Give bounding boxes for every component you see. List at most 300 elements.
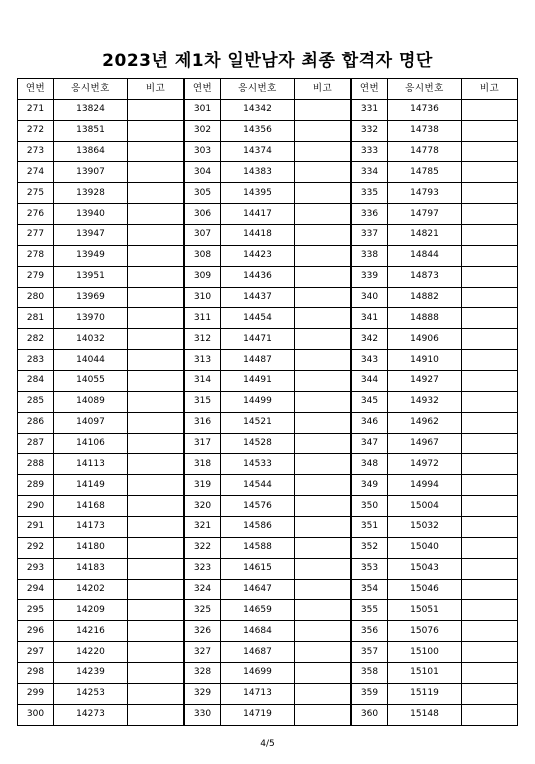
row-number-cell: 290	[18, 496, 54, 517]
note-cell	[295, 558, 351, 579]
row-number-cell: 305	[185, 183, 221, 204]
table-row	[18, 245, 184, 266]
row-number-cell: 336	[352, 204, 388, 225]
header-no: 연번	[185, 79, 221, 100]
note-cell	[295, 621, 351, 642]
row-number-cell: 273	[18, 141, 54, 162]
table-row	[352, 537, 518, 558]
row-number-cell: 271	[18, 99, 54, 120]
exam-number-cell: 15043	[388, 558, 462, 579]
note-cell	[462, 600, 518, 621]
table-row	[185, 537, 351, 558]
exam-number-cell: 14032	[54, 329, 128, 350]
row-number-cell: 325	[185, 600, 221, 621]
row-number-cell: 320	[185, 496, 221, 517]
row-number-cell: 288	[18, 454, 54, 475]
table-row	[352, 475, 518, 496]
note-cell	[462, 308, 518, 329]
table-row	[18, 308, 184, 329]
note-cell	[128, 391, 184, 412]
row-number-cell: 281	[18, 308, 54, 329]
exam-number-cell: 14528	[221, 433, 295, 454]
row-number-cell: 272	[18, 120, 54, 141]
note-cell	[462, 183, 518, 204]
note-cell	[128, 225, 184, 246]
table-row	[352, 663, 518, 684]
note-cell	[462, 433, 518, 454]
row-number-cell: 276	[18, 204, 54, 225]
row-number-cell: 352	[352, 537, 388, 558]
exam-number-cell: 14962	[388, 412, 462, 433]
row-number-cell: 278	[18, 245, 54, 266]
table-row	[18, 350, 184, 371]
exam-number-cell: 14615	[221, 558, 295, 579]
note-cell	[295, 454, 351, 475]
row-number-cell: 307	[185, 225, 221, 246]
row-number-cell: 282	[18, 329, 54, 350]
exam-number-cell: 15051	[388, 600, 462, 621]
row-number-cell: 321	[185, 517, 221, 538]
header-no: 연번	[352, 79, 388, 100]
row-number-cell: 300	[18, 704, 54, 725]
row-number-cell: 347	[352, 433, 388, 454]
table-row	[352, 496, 518, 517]
exam-number-cell: 14168	[54, 496, 128, 517]
row-number-cell: 291	[18, 517, 54, 538]
exam-number-cell: 14180	[54, 537, 128, 558]
row-number-cell: 335	[352, 183, 388, 204]
exam-number-cell: 14149	[54, 475, 128, 496]
table-row	[18, 433, 184, 454]
exam-number-cell: 14253	[54, 683, 128, 704]
table-row	[18, 162, 184, 183]
note-cell	[128, 642, 184, 663]
note-cell	[295, 704, 351, 725]
row-number-cell: 355	[352, 600, 388, 621]
exam-number-cell: 13970	[54, 308, 128, 329]
row-number-cell: 324	[185, 579, 221, 600]
note-cell	[128, 183, 184, 204]
note-cell	[128, 371, 184, 392]
note-cell	[462, 537, 518, 558]
exam-number-cell: 14713	[221, 683, 295, 704]
table-row	[352, 183, 518, 204]
row-number-cell: 279	[18, 266, 54, 287]
table-row	[185, 600, 351, 621]
exam-number-cell: 14738	[388, 120, 462, 141]
row-number-cell: 287	[18, 433, 54, 454]
row-number-cell: 299	[18, 683, 54, 704]
exam-number-cell: 13928	[54, 183, 128, 204]
exam-number-cell: 14687	[221, 642, 295, 663]
header-exam-number: 응시번호	[221, 79, 295, 100]
note-cell	[295, 496, 351, 517]
page-title: 2023년 제1차 일반남자 최종 합격자 명단	[102, 51, 433, 71]
table-row	[185, 183, 351, 204]
note-cell	[462, 621, 518, 642]
exam-number-cell: 14418	[221, 225, 295, 246]
exam-number-cell: 14793	[388, 183, 462, 204]
row-number-cell: 329	[185, 683, 221, 704]
exam-number-cell: 14423	[221, 245, 295, 266]
row-number-cell: 340	[352, 287, 388, 308]
table-row	[185, 412, 351, 433]
exam-number-cell: 14471	[221, 329, 295, 350]
note-cell	[128, 162, 184, 183]
exam-number-cell: 14374	[221, 141, 295, 162]
table-row	[352, 308, 518, 329]
row-number-cell: 297	[18, 642, 54, 663]
results-tables	[17, 78, 517, 732]
note-cell	[295, 517, 351, 538]
row-number-cell: 326	[185, 621, 221, 642]
table-row	[18, 475, 184, 496]
note-cell	[462, 204, 518, 225]
note-cell	[128, 621, 184, 642]
table-header-row	[185, 79, 351, 100]
table-row	[18, 537, 184, 558]
row-number-cell: 330	[185, 704, 221, 725]
table-row	[352, 287, 518, 308]
table-row	[185, 579, 351, 600]
table-row	[185, 141, 351, 162]
exam-number-cell: 14994	[388, 475, 462, 496]
table-row	[185, 120, 351, 141]
results-table-1	[17, 78, 183, 732]
exam-number-cell: 14342	[221, 99, 295, 120]
table-row	[18, 663, 184, 684]
note-cell	[128, 433, 184, 454]
note-cell	[128, 600, 184, 621]
table-row	[352, 371, 518, 392]
table-header-row	[352, 79, 518, 100]
row-number-cell: 334	[352, 162, 388, 183]
row-number-cell: 275	[18, 183, 54, 204]
note-cell	[295, 475, 351, 496]
exam-number-cell: 14436	[221, 266, 295, 287]
exam-number-cell: 14089	[54, 391, 128, 412]
exam-number-cell: 14785	[388, 162, 462, 183]
note-cell	[462, 558, 518, 579]
table-row	[352, 225, 518, 246]
exam-number-cell: 14173	[54, 517, 128, 538]
row-number-cell: 354	[352, 579, 388, 600]
exam-number-cell: 14491	[221, 371, 295, 392]
note-cell	[462, 517, 518, 538]
table-row	[185, 642, 351, 663]
note-cell	[128, 266, 184, 287]
exam-number-cell: 14239	[54, 663, 128, 684]
table-row	[18, 496, 184, 517]
row-number-cell: 313	[185, 350, 221, 371]
table-row	[352, 266, 518, 287]
note-cell	[295, 391, 351, 412]
note-cell	[462, 141, 518, 162]
exam-number-cell: 14209	[54, 600, 128, 621]
exam-number-cell: 14647	[221, 579, 295, 600]
row-number-cell: 295	[18, 600, 54, 621]
note-cell	[295, 204, 351, 225]
row-number-cell: 356	[352, 621, 388, 642]
table-row	[185, 329, 351, 350]
row-number-cell: 338	[352, 245, 388, 266]
note-cell	[128, 683, 184, 704]
table-row	[185, 558, 351, 579]
table-row	[18, 120, 184, 141]
row-number-cell: 357	[352, 642, 388, 663]
table-row	[352, 120, 518, 141]
exam-number-cell: 14183	[54, 558, 128, 579]
table-row	[352, 433, 518, 454]
note-cell	[462, 162, 518, 183]
exam-number-cell: 15004	[388, 496, 462, 517]
note-cell	[462, 579, 518, 600]
note-cell	[128, 329, 184, 350]
table-row	[18, 391, 184, 412]
row-number-cell: 318	[185, 454, 221, 475]
note-cell	[462, 99, 518, 120]
note-cell	[462, 496, 518, 517]
note-cell	[295, 266, 351, 287]
exam-number-cell: 14882	[388, 287, 462, 308]
exam-number-cell: 14736	[388, 99, 462, 120]
note-cell	[128, 454, 184, 475]
row-number-cell: 351	[352, 517, 388, 538]
row-number-cell: 285	[18, 391, 54, 412]
table-row	[352, 245, 518, 266]
table-row	[352, 517, 518, 538]
note-cell	[128, 475, 184, 496]
exam-number-cell: 14356	[221, 120, 295, 141]
row-number-cell: 311	[185, 308, 221, 329]
note-cell	[462, 683, 518, 704]
exam-number-cell: 14778	[388, 141, 462, 162]
table-row	[352, 329, 518, 350]
exam-number-cell: 13969	[54, 287, 128, 308]
table-row	[18, 141, 184, 162]
row-number-cell: 322	[185, 537, 221, 558]
table-row	[18, 558, 184, 579]
row-number-cell: 306	[185, 204, 221, 225]
table-row	[352, 350, 518, 371]
exam-number-cell: 15040	[388, 537, 462, 558]
exam-number-cell: 14821	[388, 225, 462, 246]
row-number-cell: 312	[185, 329, 221, 350]
row-number-cell: 328	[185, 663, 221, 684]
exam-number-cell: 13824	[54, 99, 128, 120]
table-row	[352, 391, 518, 412]
note-cell	[128, 350, 184, 371]
row-number-cell: 344	[352, 371, 388, 392]
exam-number-cell: 14586	[221, 517, 295, 538]
exam-number-cell: 14932	[388, 391, 462, 412]
note-cell	[128, 704, 184, 725]
table-row	[352, 600, 518, 621]
note-cell	[128, 517, 184, 538]
table-row	[18, 183, 184, 204]
note-cell	[462, 454, 518, 475]
table-row	[185, 371, 351, 392]
exam-number-cell: 14684	[221, 621, 295, 642]
note-cell	[128, 141, 184, 162]
table-row	[18, 704, 184, 725]
row-number-cell: 343	[352, 350, 388, 371]
table-row	[352, 99, 518, 120]
exam-number-cell: 13947	[54, 225, 128, 246]
note-cell	[462, 642, 518, 663]
table-row	[185, 496, 351, 517]
table-row	[185, 517, 351, 538]
exam-number-cell: 14044	[54, 350, 128, 371]
row-number-cell: 345	[352, 391, 388, 412]
table-row	[185, 204, 351, 225]
table-row	[18, 266, 184, 287]
exam-number-cell: 13951	[54, 266, 128, 287]
row-number-cell: 360	[352, 704, 388, 725]
row-number-cell: 315	[185, 391, 221, 412]
row-number-cell: 319	[185, 475, 221, 496]
results-table-2	[184, 78, 350, 732]
exam-number-cell: 14797	[388, 204, 462, 225]
table-row	[18, 371, 184, 392]
table-row	[18, 600, 184, 621]
exam-number-cell: 14454	[221, 308, 295, 329]
table-row	[18, 579, 184, 600]
table-row	[185, 245, 351, 266]
note-cell	[295, 537, 351, 558]
table-row	[185, 391, 351, 412]
exam-number-cell: 14097	[54, 412, 128, 433]
row-number-cell: 348	[352, 454, 388, 475]
note-cell	[295, 329, 351, 350]
row-number-cell: 280	[18, 287, 54, 308]
row-number-cell: 293	[18, 558, 54, 579]
table-row	[352, 162, 518, 183]
header-exam-number: 응시번호	[54, 79, 128, 100]
table-row	[352, 204, 518, 225]
row-number-cell: 302	[185, 120, 221, 141]
note-cell	[462, 704, 518, 725]
row-number-cell: 296	[18, 621, 54, 642]
note-cell	[462, 412, 518, 433]
table-row	[18, 683, 184, 704]
note-cell	[462, 329, 518, 350]
table-row	[18, 287, 184, 308]
row-number-cell: 308	[185, 245, 221, 266]
row-number-cell: 304	[185, 162, 221, 183]
table-header-row	[18, 79, 184, 100]
exam-number-cell: 14972	[388, 454, 462, 475]
note-cell	[295, 350, 351, 371]
exam-number-cell: 14888	[388, 308, 462, 329]
note-cell	[128, 579, 184, 600]
row-number-cell: 333	[352, 141, 388, 162]
table-row	[352, 454, 518, 475]
exam-number-cell: 14576	[221, 496, 295, 517]
table-row	[185, 266, 351, 287]
note-cell	[462, 475, 518, 496]
row-number-cell: 317	[185, 433, 221, 454]
row-number-cell: 274	[18, 162, 54, 183]
exam-number-cell: 14906	[388, 329, 462, 350]
note-cell	[295, 287, 351, 308]
note-cell	[462, 350, 518, 371]
note-cell	[295, 600, 351, 621]
exam-number-cell: 15101	[388, 663, 462, 684]
exam-number-cell: 14967	[388, 433, 462, 454]
table-row	[352, 412, 518, 433]
table-row	[185, 308, 351, 329]
exam-number-cell: 13907	[54, 162, 128, 183]
exam-number-cell: 14437	[221, 287, 295, 308]
exam-number-cell: 14699	[221, 663, 295, 684]
table-row	[18, 329, 184, 350]
table-row	[185, 663, 351, 684]
note-cell	[295, 225, 351, 246]
table-row	[185, 683, 351, 704]
exam-number-cell: 14910	[388, 350, 462, 371]
note-cell	[462, 120, 518, 141]
note-cell	[295, 120, 351, 141]
exam-number-cell: 13851	[54, 120, 128, 141]
table-row	[185, 99, 351, 120]
note-cell	[295, 162, 351, 183]
page-number: 4/5	[260, 739, 275, 749]
row-number-cell: 341	[352, 308, 388, 329]
note-cell	[295, 579, 351, 600]
exam-number-cell: 14544	[221, 475, 295, 496]
note-cell	[295, 308, 351, 329]
note-cell	[128, 537, 184, 558]
exam-number-cell: 14216	[54, 621, 128, 642]
row-number-cell: 358	[352, 663, 388, 684]
note-cell	[295, 412, 351, 433]
exam-number-cell: 15032	[388, 517, 462, 538]
row-number-cell: 283	[18, 350, 54, 371]
table-row	[352, 683, 518, 704]
table-row	[185, 454, 351, 475]
row-number-cell: 327	[185, 642, 221, 663]
note-cell	[462, 371, 518, 392]
row-number-cell: 292	[18, 537, 54, 558]
exam-number-cell: 14055	[54, 371, 128, 392]
table-row	[185, 225, 351, 246]
table-row	[352, 704, 518, 725]
note-cell	[128, 99, 184, 120]
table-row	[185, 433, 351, 454]
note-cell	[295, 141, 351, 162]
note-cell	[128, 412, 184, 433]
row-number-cell: 332	[352, 120, 388, 141]
table-row	[18, 517, 184, 538]
row-number-cell: 350	[352, 496, 388, 517]
exam-number-cell: 14202	[54, 579, 128, 600]
note-cell	[128, 308, 184, 329]
table-row	[18, 204, 184, 225]
note-cell	[462, 663, 518, 684]
table-row	[185, 704, 351, 725]
table-row	[18, 642, 184, 663]
exam-number-cell: 14873	[388, 266, 462, 287]
row-number-cell: 339	[352, 266, 388, 287]
exam-number-cell: 14220	[54, 642, 128, 663]
row-number-cell: 309	[185, 266, 221, 287]
row-number-cell: 314	[185, 371, 221, 392]
exam-number-cell: 14106	[54, 433, 128, 454]
row-number-cell: 301	[185, 99, 221, 120]
exam-number-cell: 14113	[54, 454, 128, 475]
row-number-cell: 337	[352, 225, 388, 246]
